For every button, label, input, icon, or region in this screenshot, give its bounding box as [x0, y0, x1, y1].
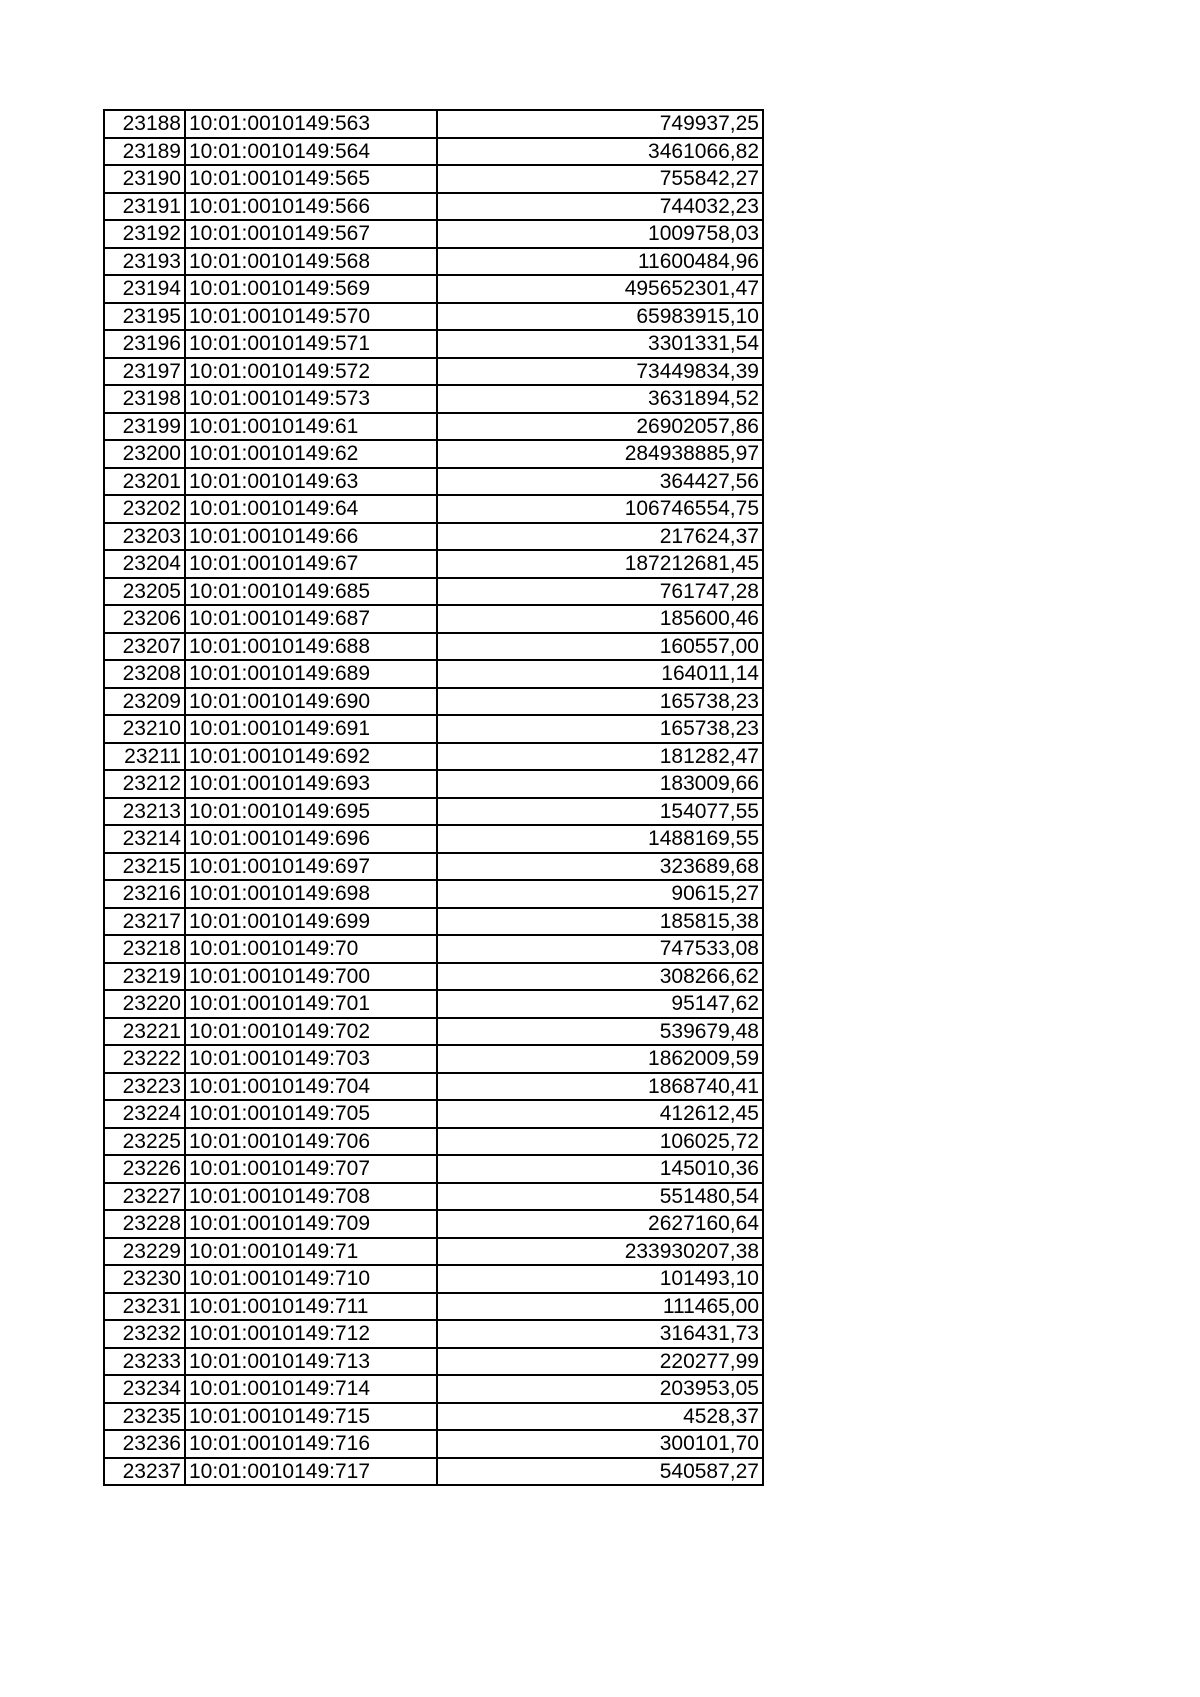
cadastral-number-cell: 10:01:0010149:566	[185, 193, 437, 221]
row-number-cell: 23229	[104, 1238, 185, 1266]
row-number-cell: 23218	[104, 935, 185, 963]
row-number-cell: 23201	[104, 468, 185, 496]
cadastral-number-cell: 10:01:0010149:712	[185, 1320, 437, 1348]
table-row	[104, 303, 763, 331]
cadastral-value-cell: 11600484,96	[437, 248, 763, 276]
cadastral-value-cell: 3631894,52	[437, 385, 763, 413]
cadastral-number-cell: 10:01:0010149:568	[185, 248, 437, 276]
table-row	[104, 165, 763, 193]
row-number-cell: 23226	[104, 1155, 185, 1183]
table-row	[104, 385, 763, 413]
row-number-cell: 23227	[104, 1183, 185, 1211]
cadastral-value-cell: 95147,62	[437, 990, 763, 1018]
row-number-cell: 23208	[104, 660, 185, 688]
cadastral-number-cell: 10:01:0010149:717	[185, 1458, 437, 1486]
table-row	[104, 660, 763, 688]
cadastral-value-cell: 755842,27	[437, 165, 763, 193]
cadastral-value-cell: 364427,56	[437, 468, 763, 496]
cadastral-value-cell: 747533,08	[437, 935, 763, 963]
table-row	[104, 468, 763, 496]
cadastral-number-cell: 10:01:0010149:67	[185, 550, 437, 578]
row-number-cell: 23221	[104, 1018, 185, 1046]
cadastral-value-cell: 26902057,86	[437, 413, 763, 441]
cadastral-value-cell: 106025,72	[437, 1128, 763, 1156]
table-row	[104, 110, 763, 138]
cadastral-value-cell: 106746554,75	[437, 495, 763, 523]
cadastral-value-cell: 1488169,55	[437, 825, 763, 853]
cadastral-value-cell: 551480,54	[437, 1183, 763, 1211]
row-number-cell: 23202	[104, 495, 185, 523]
table-row	[104, 1430, 763, 1458]
table-row	[104, 1100, 763, 1128]
table-row	[104, 1073, 763, 1101]
cadastral-value-cell: 412612,45	[437, 1100, 763, 1128]
row-number-cell: 23199	[104, 413, 185, 441]
row-number-cell: 23195	[104, 303, 185, 331]
table-row	[104, 275, 763, 303]
row-number-cell: 23211	[104, 743, 185, 771]
cadastral-value-cell: 1868740,41	[437, 1073, 763, 1101]
table-row	[104, 798, 763, 826]
cadastral-value-cell: 4528,37	[437, 1403, 763, 1431]
cadastral-number-cell: 10:01:0010149:696	[185, 825, 437, 853]
row-number-cell: 23233	[104, 1348, 185, 1376]
table-row	[104, 495, 763, 523]
row-number-cell: 23214	[104, 825, 185, 853]
row-number-cell: 23188	[104, 110, 185, 138]
cadastral-number-cell: 10:01:0010149:701	[185, 990, 437, 1018]
table-row	[104, 220, 763, 248]
row-number-cell: 23220	[104, 990, 185, 1018]
row-number-cell: 23230	[104, 1265, 185, 1293]
row-number-cell: 23191	[104, 193, 185, 221]
row-number-cell: 23217	[104, 908, 185, 936]
cadastral-number-cell: 10:01:0010149:569	[185, 275, 437, 303]
row-number-cell: 23232	[104, 1320, 185, 1348]
cadastral-number-cell: 10:01:0010149:692	[185, 743, 437, 771]
row-number-cell: 23223	[104, 1073, 185, 1101]
cadastral-value-cell: 495652301,47	[437, 275, 763, 303]
cadastral-number-cell: 10:01:0010149:685	[185, 578, 437, 606]
cadastral-number-cell: 10:01:0010149:716	[185, 1430, 437, 1458]
row-number-cell: 23219	[104, 963, 185, 991]
cadastral-value-cell: 1862009,59	[437, 1045, 763, 1073]
table-body	[104, 110, 763, 1485]
table-row	[104, 1155, 763, 1183]
cadastral-value-cell: 65983915,10	[437, 303, 763, 331]
cadastral-number-cell: 10:01:0010149:62	[185, 440, 437, 468]
table-row	[104, 578, 763, 606]
cadastral-value-cell: 3301331,54	[437, 330, 763, 358]
row-number-cell: 23196	[104, 330, 185, 358]
table-row	[104, 880, 763, 908]
table-row	[104, 935, 763, 963]
row-number-cell: 23236	[104, 1430, 185, 1458]
cadastral-value-cell: 220277,99	[437, 1348, 763, 1376]
table-row	[104, 523, 763, 551]
cadastral-value-cell: 185815,38	[437, 908, 763, 936]
row-number-cell: 23205	[104, 578, 185, 606]
cadastral-number-cell: 10:01:0010149:687	[185, 605, 437, 633]
cadastral-value-cell: 316431,73	[437, 1320, 763, 1348]
cadastral-number-cell: 10:01:0010149:564	[185, 138, 437, 166]
cadastral-number-cell: 10:01:0010149:706	[185, 1128, 437, 1156]
cadastral-value-cell: 217624,37	[437, 523, 763, 551]
cadastral-value-cell: 749937,25	[437, 110, 763, 138]
cadastral-number-cell: 10:01:0010149:688	[185, 633, 437, 661]
cadastral-number-cell: 10:01:0010149:705	[185, 1100, 437, 1128]
table-row	[104, 550, 763, 578]
table-row	[104, 1183, 763, 1211]
row-number-cell: 23193	[104, 248, 185, 276]
table-row	[104, 1375, 763, 1403]
cadastral-value-cell: 73449834,39	[437, 358, 763, 386]
cadastral-number-cell: 10:01:0010149:570	[185, 303, 437, 331]
cadastral-number-cell: 10:01:0010149:695	[185, 798, 437, 826]
cadastral-number-cell: 10:01:0010149:713	[185, 1348, 437, 1376]
table-row	[104, 1403, 763, 1431]
cadastral-number-cell: 10:01:0010149:699	[185, 908, 437, 936]
table-row	[104, 1293, 763, 1321]
cadastral-value-cell: 185600,46	[437, 605, 763, 633]
row-number-cell: 23215	[104, 853, 185, 881]
cadastral-number-cell: 10:01:0010149:697	[185, 853, 437, 881]
row-number-cell: 23216	[104, 880, 185, 908]
cadastral-number-cell: 10:01:0010149:66	[185, 523, 437, 551]
row-number-cell: 23198	[104, 385, 185, 413]
row-number-cell: 23234	[104, 1375, 185, 1403]
row-number-cell: 23224	[104, 1100, 185, 1128]
cadastral-value-cell: 145010,36	[437, 1155, 763, 1183]
cadastral-number-cell: 10:01:0010149:61	[185, 413, 437, 441]
table-row	[104, 688, 763, 716]
table-row	[104, 1238, 763, 1266]
cadastral-value-cell: 164011,14	[437, 660, 763, 688]
cadastral-number-cell: 10:01:0010149:691	[185, 715, 437, 743]
table-row	[104, 1458, 763, 1486]
table-row	[104, 330, 763, 358]
cadastral-number-cell: 10:01:0010149:704	[185, 1073, 437, 1101]
cadastral-value-cell: 540587,27	[437, 1458, 763, 1486]
table-row	[104, 770, 763, 798]
cadastral-number-cell: 10:01:0010149:709	[185, 1210, 437, 1238]
row-number-cell: 23225	[104, 1128, 185, 1156]
cadastral-value-cell: 165738,23	[437, 688, 763, 716]
row-number-cell: 23189	[104, 138, 185, 166]
row-number-cell: 23213	[104, 798, 185, 826]
row-number-cell: 23203	[104, 523, 185, 551]
cadastral-number-cell: 10:01:0010149:702	[185, 1018, 437, 1046]
cadastral-number-cell: 10:01:0010149:689	[185, 660, 437, 688]
table-row	[104, 1265, 763, 1293]
table-row	[104, 633, 763, 661]
cadastral-value-cell: 203953,05	[437, 1375, 763, 1403]
cadastral-number-cell: 10:01:0010149:567	[185, 220, 437, 248]
row-number-cell: 23222	[104, 1045, 185, 1073]
table-row	[104, 853, 763, 881]
table-row	[104, 138, 763, 166]
cadastral-value-table	[103, 109, 764, 1486]
table-row	[104, 413, 763, 441]
cadastral-number-cell: 10:01:0010149:572	[185, 358, 437, 386]
table-row	[104, 440, 763, 468]
table-row	[104, 1320, 763, 1348]
cadastral-value-cell: 154077,55	[437, 798, 763, 826]
row-number-cell: 23237	[104, 1458, 185, 1486]
cadastral-number-cell: 10:01:0010149:698	[185, 880, 437, 908]
cadastral-number-cell: 10:01:0010149:573	[185, 385, 437, 413]
table-row	[104, 825, 763, 853]
cadastral-value-cell: 744032,23	[437, 193, 763, 221]
cadastral-number-cell: 10:01:0010149:714	[185, 1375, 437, 1403]
row-number-cell: 23192	[104, 220, 185, 248]
cadastral-value-cell: 165738,23	[437, 715, 763, 743]
cadastral-value-cell: 2627160,64	[437, 1210, 763, 1238]
table-row	[104, 1045, 763, 1073]
table-row	[104, 715, 763, 743]
table-row	[104, 358, 763, 386]
row-number-cell: 23197	[104, 358, 185, 386]
cadastral-number-cell: 10:01:0010149:690	[185, 688, 437, 716]
cadastral-number-cell: 10:01:0010149:708	[185, 1183, 437, 1211]
row-number-cell: 23228	[104, 1210, 185, 1238]
cadastral-number-cell: 10:01:0010149:64	[185, 495, 437, 523]
cadastral-number-cell: 10:01:0010149:711	[185, 1293, 437, 1321]
cadastral-value-cell: 101493,10	[437, 1265, 763, 1293]
row-number-cell: 23235	[104, 1403, 185, 1431]
row-number-cell: 23212	[104, 770, 185, 798]
cadastral-number-cell: 10:01:0010149:715	[185, 1403, 437, 1431]
cadastral-number-cell: 10:01:0010149:70	[185, 935, 437, 963]
cadastral-number-cell: 10:01:0010149:563	[185, 110, 437, 138]
table-row	[104, 908, 763, 936]
row-number-cell: 23209	[104, 688, 185, 716]
cadastral-number-cell: 10:01:0010149:707	[185, 1155, 437, 1183]
table-row	[104, 743, 763, 771]
cadastral-value-cell: 233930207,38	[437, 1238, 763, 1266]
table-row	[104, 1018, 763, 1046]
cadastral-value-cell: 187212681,45	[437, 550, 763, 578]
cadastral-value-cell: 3461066,82	[437, 138, 763, 166]
table-row	[104, 605, 763, 633]
cadastral-value-cell: 181282,47	[437, 743, 763, 771]
cadastral-number-cell: 10:01:0010149:700	[185, 963, 437, 991]
row-number-cell: 23190	[104, 165, 185, 193]
cadastral-value-cell: 284938885,97	[437, 440, 763, 468]
table-row	[104, 990, 763, 1018]
row-number-cell: 23231	[104, 1293, 185, 1321]
cadastral-value-cell: 308266,62	[437, 963, 763, 991]
row-number-cell: 23210	[104, 715, 185, 743]
row-number-cell: 23200	[104, 440, 185, 468]
cadastral-value-cell: 90615,27	[437, 880, 763, 908]
cadastral-value-cell: 111465,00	[437, 1293, 763, 1321]
table-row	[104, 963, 763, 991]
cadastral-number-cell: 10:01:0010149:693	[185, 770, 437, 798]
cadastral-value-cell: 323689,68	[437, 853, 763, 881]
cadastral-value-cell: 761747,28	[437, 578, 763, 606]
table-row	[104, 248, 763, 276]
row-number-cell: 23204	[104, 550, 185, 578]
row-number-cell: 23206	[104, 605, 185, 633]
cadastral-number-cell: 10:01:0010149:571	[185, 330, 437, 358]
cadastral-value-cell: 160557,00	[437, 633, 763, 661]
cadastral-number-cell: 10:01:0010149:63	[185, 468, 437, 496]
cadastral-value-cell: 183009,66	[437, 770, 763, 798]
table-row	[104, 1128, 763, 1156]
table-row	[104, 193, 763, 221]
cadastral-number-cell: 10:01:0010149:710	[185, 1265, 437, 1293]
cadastral-value-cell: 539679,48	[437, 1018, 763, 1046]
row-number-cell: 23207	[104, 633, 185, 661]
cadastral-value-cell: 300101,70	[437, 1430, 763, 1458]
table-row	[104, 1348, 763, 1376]
cadastral-number-cell: 10:01:0010149:703	[185, 1045, 437, 1073]
cadastral-number-cell: 10:01:0010149:71	[185, 1238, 437, 1266]
cadastral-number-cell: 10:01:0010149:565	[185, 165, 437, 193]
cadastral-value-cell: 1009758,03	[437, 220, 763, 248]
table-row	[104, 1210, 763, 1238]
row-number-cell: 23194	[104, 275, 185, 303]
